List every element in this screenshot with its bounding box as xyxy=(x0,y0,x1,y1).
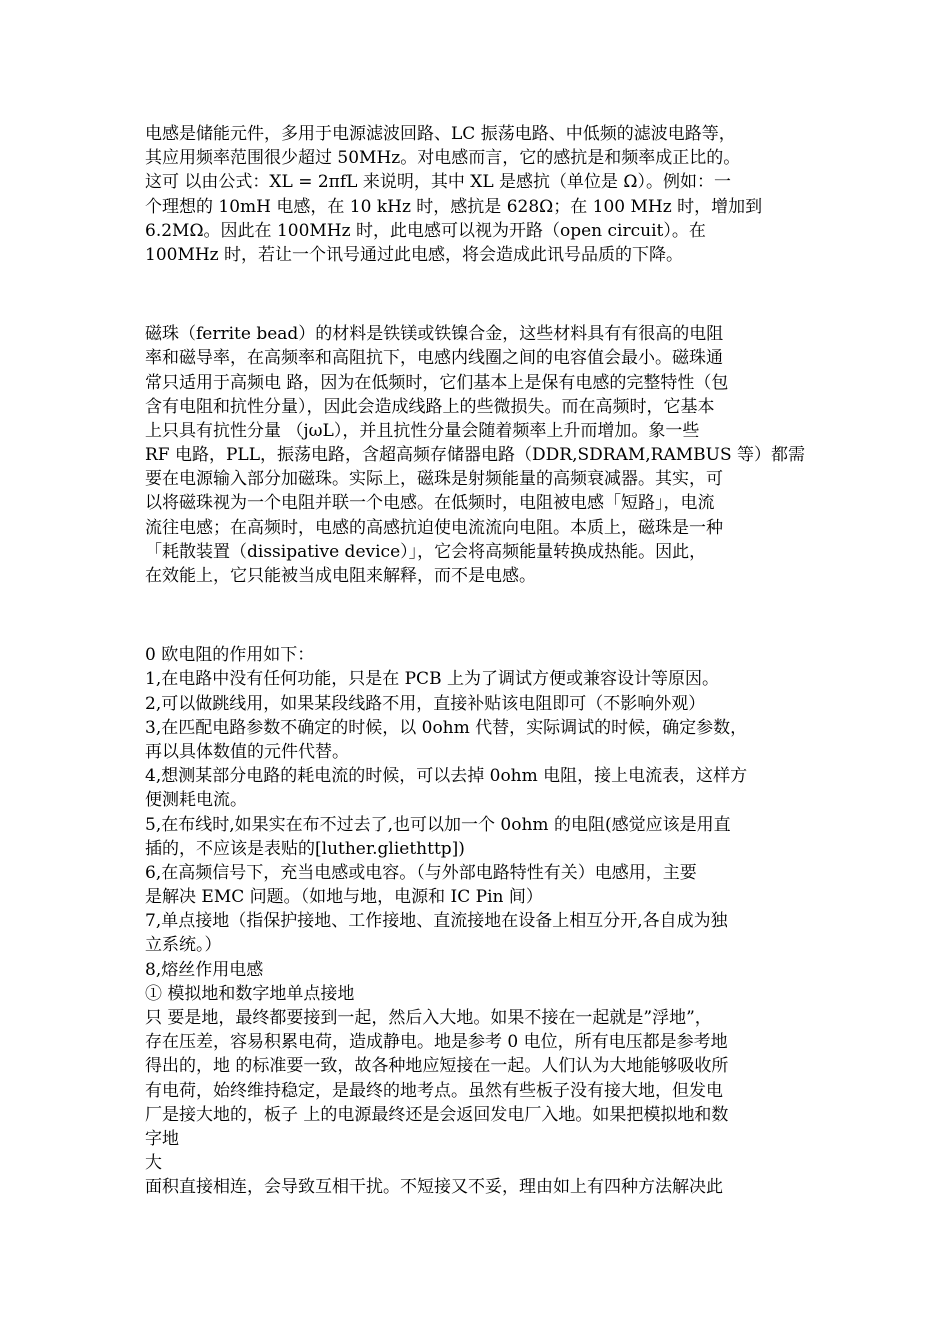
paragraph-ferrite-bead xyxy=(145,322,815,588)
paragraph-inductor xyxy=(145,122,815,267)
text-line: 流往电感；在高频时，电感的高感抗迫使电流流向电阻。本质上，磁珠是一种 xyxy=(145,517,723,538)
text-line: 这可 以由公式：XL = 2πfL 来说明，其中 XL 是感抗（单位是 Ω）。例如：一 xyxy=(145,172,732,193)
text-line: 面积直接相连，会导致互相干扰。不短接又不妥，理由如上有四种方法解决此 xyxy=(145,1177,723,1198)
section-heading: 0 欧电阻的作用如下： xyxy=(145,645,315,666)
paragraph-spacer xyxy=(145,267,815,322)
text-line: 4,想测某部分电路的耗电流的时候，可以去掉 0ohm 电阻，接上电流表，这样方 xyxy=(145,766,748,787)
text-line: 含有电阻和抗性分量），因此会造成线路上的些微损失。而在高频时，它基本 xyxy=(145,396,715,417)
text-line: 8,熔丝作用电感 xyxy=(145,959,264,980)
text-line: 得出的，地 的标准要一致，故各种地应短接在一起。人们认为大地能够吸收所 xyxy=(145,1056,729,1077)
text-line: 再以具体数值的元件代替。 xyxy=(145,741,349,762)
text-line: 插的，不应该是表贴的[luther.gliethttp]) xyxy=(145,838,465,859)
section-zero-ohm-resistor xyxy=(145,643,815,1199)
document-page xyxy=(145,122,815,1200)
text-line: 磁珠（ferrite bead）的材料是铁镁或铁镍合金，这些材料具有有很高的电阻 xyxy=(145,324,724,345)
text-line: 要在电源输入部分加磁珠。实际上，磁珠是射频能量的高频衰减器。其实，可 xyxy=(145,469,723,490)
text-line: 6,在高频信号下，充当电感或电容。（与外部电路特性有关）电感用，主要 xyxy=(145,862,697,883)
text-line: 厂是接大地的，板子 上的电源最终还是会返回发电厂入地。如果把模拟地和数 xyxy=(145,1104,729,1125)
text-line: 常只适用于高频电 路，因为在低频时，它们基本上是保有电感的完整特性（包 xyxy=(145,372,729,393)
text-line: 存在压差，容易积累电荷，造成静电。地是参考 0 电位，所有电压都是参考地 xyxy=(145,1032,728,1053)
text-line: 其应用频率范围很少超过 50MHz。对电感而言，它的感抗是和频率成正比的。 xyxy=(145,148,741,169)
text-line: 立系统。） xyxy=(145,935,222,956)
text-line: 在效能上，它只能被当成电阻来解释，而不是电感。 xyxy=(145,566,536,586)
text-line: 大 xyxy=(145,1153,162,1174)
text-line: 电感是储能元件，多用于电源滤波回路、LC 振荡电路、中低频的滤波电路等， xyxy=(145,124,736,144)
text-line: 6.2MΩ。因此在 100MHz 时，此电感可以视为开路（open circuit）。在 xyxy=(145,220,706,241)
text-line: 7,单点接地（指保护接地、工作接地、直流接地在设备上相互分开,各自成为独 xyxy=(145,911,728,932)
text-line: 3,在匹配电路参数不确定的时候，以 0ohm 代替，实际调试的时候，确定参数， xyxy=(145,717,748,738)
text-line: 是解决 EMC 问题。（如地与地，电源和 IC Pin 间） xyxy=(145,887,543,908)
text-line: 2,可以做跳线用，如果某段线路不用，直接补贴该电阻即可（不影响外观） xyxy=(145,693,706,714)
text-line: 「耗散装置（dissipative device）」，它会将高频能量转换成热能。因此， xyxy=(145,541,707,562)
text-line: ① 模拟地和数字地单点接地 xyxy=(145,983,355,1004)
text-line: 有电荷，始终维持稳定，是最终的地考点。虽然有些板子没有接大地，但发电 xyxy=(145,1080,723,1101)
text-line: 5,在布线时,如果实在布不过去了,也可以加一个 0ohm 的电阻(感觉应该是用直 xyxy=(145,814,731,835)
text-line: 100MHz 时，若让一个讯号通过此电感，将会造成此讯号品质的下降。 xyxy=(145,244,684,265)
text-line: 个理想的 10mH 电感，在 10 kHz 时，感抗是 628Ω；在 100 MHz 时，增加到 xyxy=(145,196,763,217)
text-line: 率和磁导率，在高频率和高阻抗下，电感内线圈之间的电容值会最小。磁珠通 xyxy=(145,348,723,369)
text-line: 字地 xyxy=(145,1128,179,1149)
text-line: 只 要是地，最终都要接到一起，然后入大地。如果不接在一起就是”浮地”， xyxy=(145,1008,712,1028)
paragraph-spacer xyxy=(145,588,815,643)
text-line: 便测耗电流。 xyxy=(145,790,247,811)
text-line: 1,在电路中没有任何功能，只是在 PCB 上为了调试方便或兼容设计等原因。 xyxy=(145,669,719,690)
text-line: RF 电路，PLL，振荡电路，含超高频存储器电路（DDR,SDRAM,RAMBUS 等）都需 xyxy=(145,445,805,466)
text-line: 以将磁珠视为一个电阻并联一个电感。在低频时，电阻被电感「短路」，电流 xyxy=(145,493,715,514)
text-line: 上只具有抗性分量 （jωL），并且抗性分量会随着频率上升而增加。象一些 xyxy=(145,420,700,441)
